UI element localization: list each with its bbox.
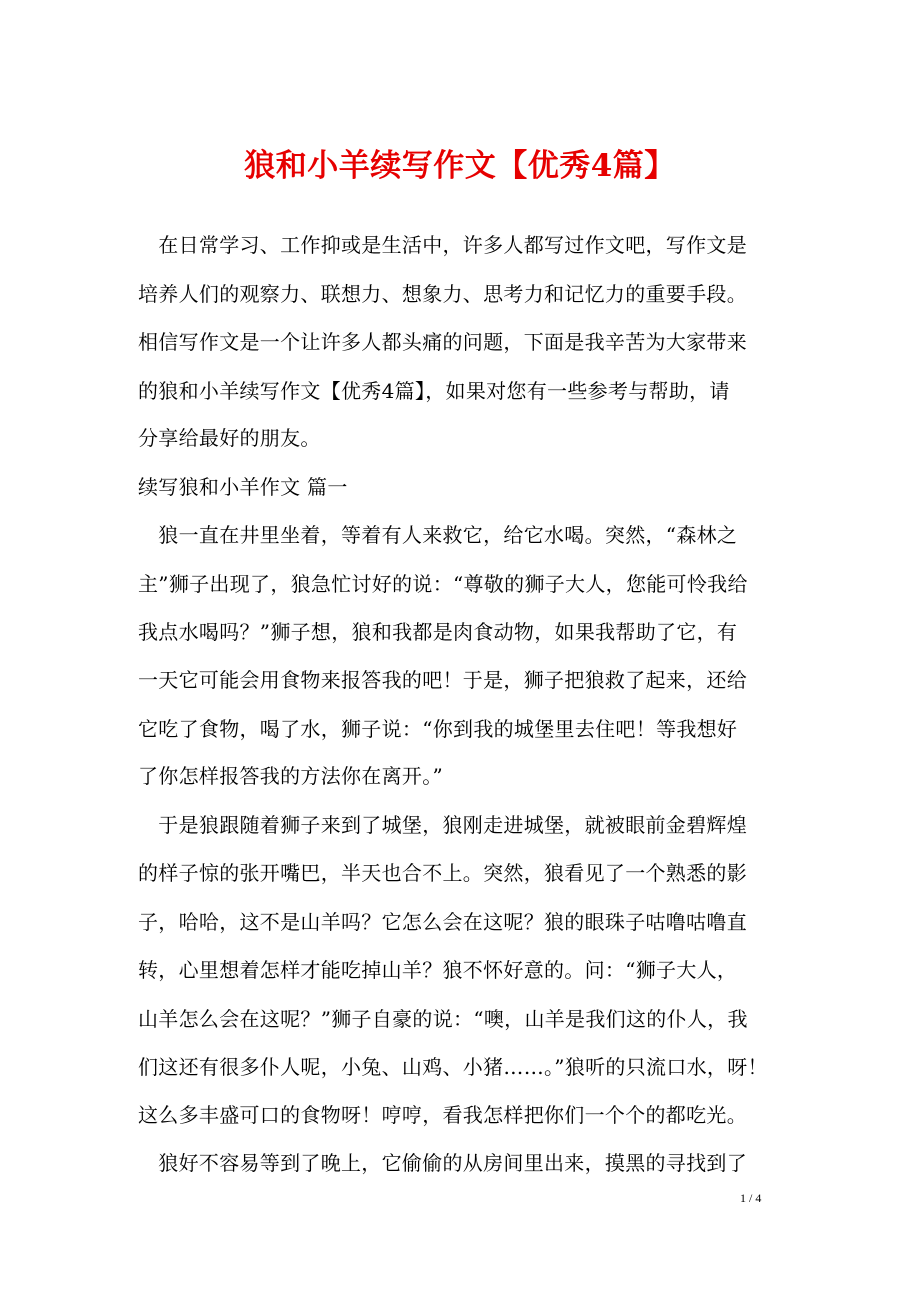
document-title: 狼和小羊续写作文【优秀4篇】 bbox=[244, 148, 676, 184]
paragraph-line: 它吃了食物，喝了水，狮子说：“你到我的城堡里去住吧！等我想好 bbox=[138, 717, 738, 741]
paragraph-line: 主”狮子出现了，狼急忙讨好的说：“尊敬的狮子大人，您能可怜我给 bbox=[138, 572, 748, 596]
paragraph-line: 狼好不容易等到了晚上，它偷偷的从房间里出来，摸黑的寻找到了 bbox=[138, 1151, 747, 1175]
paragraph-line: 相信写作文是一个让许多人都头痛的问题，下面是我辛苦为大家带来 bbox=[138, 330, 747, 354]
paragraph-line: 狼一直在井里坐着，等着有人来救它，给它水喝。突然，“森林之 bbox=[138, 523, 738, 547]
paragraph-line: 的样子惊的张开嘴巴，半天也合不上。突然，狼看见了一个熟悉的影 bbox=[138, 861, 747, 885]
paragraph-line: 山羊怎么会在这呢？”狮子自豪的说：“噢，山羊是我们这的仆人，我 bbox=[138, 1007, 748, 1031]
paragraph-line: 子，哈哈，这不是山羊吗？它怎么会在这呢？狼的眼珠子咕噜咕噜直 bbox=[138, 910, 747, 934]
paragraph-line: 我点水喝吗？”狮子想，狼和我都是肉食动物，如果我帮助了它，有 bbox=[138, 620, 738, 644]
paragraph-line: 一天它可能会用食物来报答我的吧！于是，狮子把狼救了起来，还给 bbox=[138, 668, 747, 692]
page-number: 1 / 4 bbox=[740, 1191, 762, 1205]
paragraph-line: 在日常学习、工作抑或是生活中，许多人都写过作文吧，写作文是 bbox=[138, 233, 747, 257]
section-heading: 续写狼和小羊作文 篇一 bbox=[138, 475, 348, 499]
paragraph-line: 转，心里想着怎样才能吃掉山羊？狼不怀好意的。问：“狮子大人， bbox=[138, 958, 738, 982]
paragraph-line: 的狼和小羊续写作文【优秀4篇】，如果对您有一些参考与帮助，请 bbox=[138, 379, 730, 403]
paragraph-line: 培养人们的观察力、联想力、想象力、思考力和记忆力的重要手段。 bbox=[138, 282, 747, 306]
paragraph-line: 这么多丰盛可口的食物呀！哼哼，看我怎样把你们一个个的都吃光。 bbox=[138, 1103, 747, 1127]
paragraph-line: 分享给最好的朋友。 bbox=[138, 426, 321, 450]
paragraph-line: 了你怎样报答我的方法你在离开。” bbox=[138, 764, 444, 788]
paragraph-line: 们这还有很多仆人呢，小兔、山鸡、小猪……。”狼听的只流口水，呀！ bbox=[138, 1055, 768, 1079]
paragraph-line: 于是狼跟随着狮子来到了城堡，狼刚走进城堡，就被眼前金碧辉煌 bbox=[138, 813, 747, 837]
